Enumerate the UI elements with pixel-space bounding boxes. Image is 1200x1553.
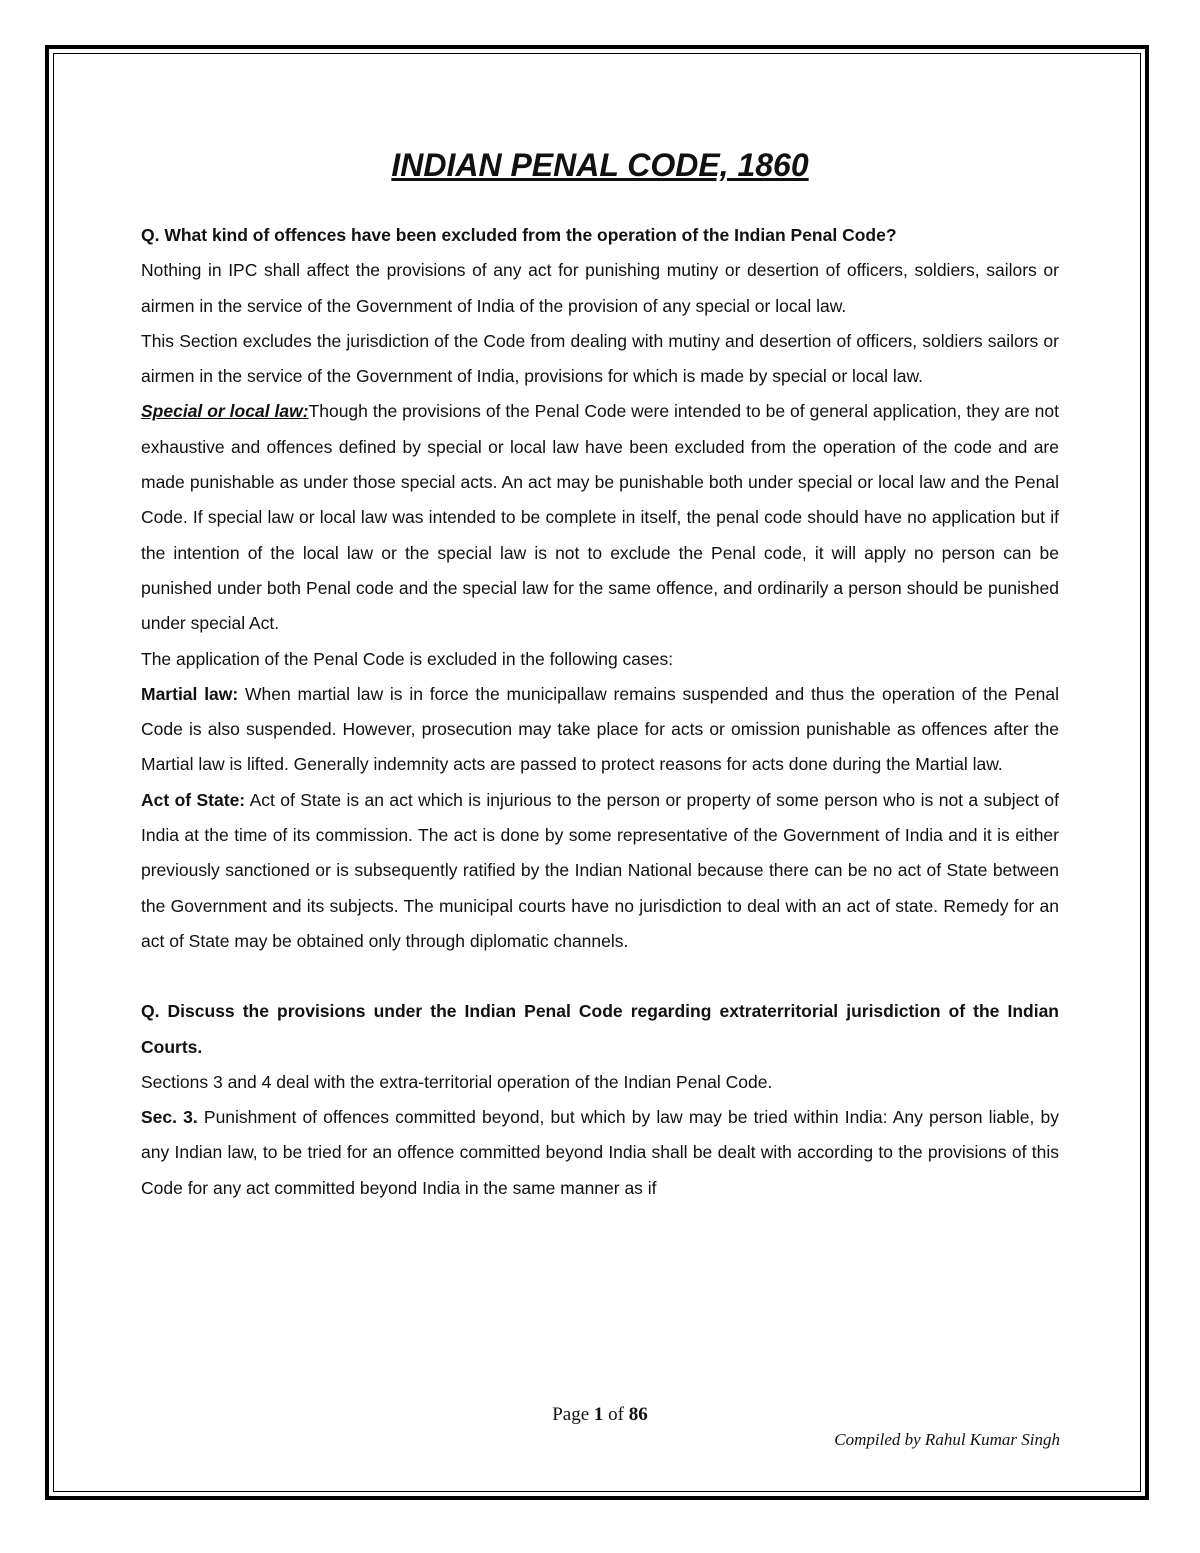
page-prefix: Page: [552, 1404, 594, 1425]
paragraph-special-law: [141, 394, 1059, 641]
document-title: INDIAN PENAL CODE, 1860: [391, 147, 809, 183]
paragraph-this-section: This Section excludes the jurisdiction of the Code from dealing with mutiny and desertion of officers, soldiers sailors or airmen in the service of the Government of India, provisions for which is made by special or local law.: [141, 330, 1059, 387]
page-total: 86: [628, 1404, 648, 1425]
act-of-state-text: Act of State is an act which is injurious to the person or property of some person who is not a subject of India at the time of its commission. The act is done by some representative of the Government of India and it is either previously sanctioned or is subsequently ratified by the Indian National because there can be no act of State between the Government and its subjects. The municipal courts have no jurisdiction to deal with an act of state. Remedy for an act of State may be obtained only through diplomatic channels.: [141, 789, 1060, 951]
compiled-by-credit: Compiled by Rahul Kumar Singh: [834, 1430, 1060, 1449]
page-current: 1: [593, 1404, 604, 1425]
paragraph-exclusions-intro: The application of the Penal Code is excluded in the following cases:: [141, 648, 674, 669]
question-1: Q. What kind of offences have been excluded from the operation of the Indian Penal Code?: [141, 225, 897, 245]
martial-law-label: Martial law:: [141, 683, 239, 704]
paragraph-sections-3-4: Sections 3 and 4 deal with the extra-territorial operation of the Indian Penal Code.: [141, 1071, 773, 1092]
martial-law-text: When martial law is in force the municipallaw remains suspended and thus the operation of the Penal Code is also suspended. However, prosecution may take place for acts or omission punishable as offences after the Martial law is lifted. Generally indemnity acts are passed to protect reasons for acts done during the Martial law.: [141, 683, 1059, 775]
special-law-text: Though the provisions of the Penal Code were intended to be of general application, they are not exhaustive and offences defined by special or local law have been excluded from the operation of the code and are made punishable as under those special acts. An act may be punishable both under special or local law and the Penal Code. If special law or local law was intended to be complete in itself, the penal code should have no application but if the intention of the local law or the special law is not to exclude the Penal code, it will apply no person can be punished under both Penal code and the special law for the same offence, and ordinarily a person should be punished under special Act.: [141, 401, 1059, 634]
document-body: [141, 140, 1059, 1206]
sec-3-label: Sec. 3.: [141, 1107, 198, 1128]
paragraph-sec-3: [141, 1100, 1059, 1206]
page-number: [0, 1404, 1200, 1426]
section-spacer: [141, 959, 1059, 994]
act-of-state-label: Act of State:: [141, 789, 246, 810]
special-law-label: Special or local law:: [141, 401, 309, 422]
paragraph-act-of-state: [141, 783, 1059, 959]
page-of: of: [603, 1404, 629, 1425]
question-2: Q. Discuss the provisions under the Indian Penal Code regarding extraterritorial jurisdiction of the Indian Courts.: [141, 1001, 1059, 1057]
paragraph-nothing-in-ipc: Nothing in IPC shall affect the provisions of any act for punishing mutiny or desertion of officers, soldiers, sailors or airmen in the service of the Government of India of the provision of any special or local law.: [141, 260, 1059, 316]
paragraph-martial-law: [141, 677, 1059, 783]
sec-3-text: Punishment of offences committed beyond, but which by law may be tried within India: Any person liable, by any Indian law, to be tried for an offence committed beyond India shall be dealt with according to the provisions of this Code for any act committed beyond India in the same manner as if: [141, 1107, 1059, 1198]
